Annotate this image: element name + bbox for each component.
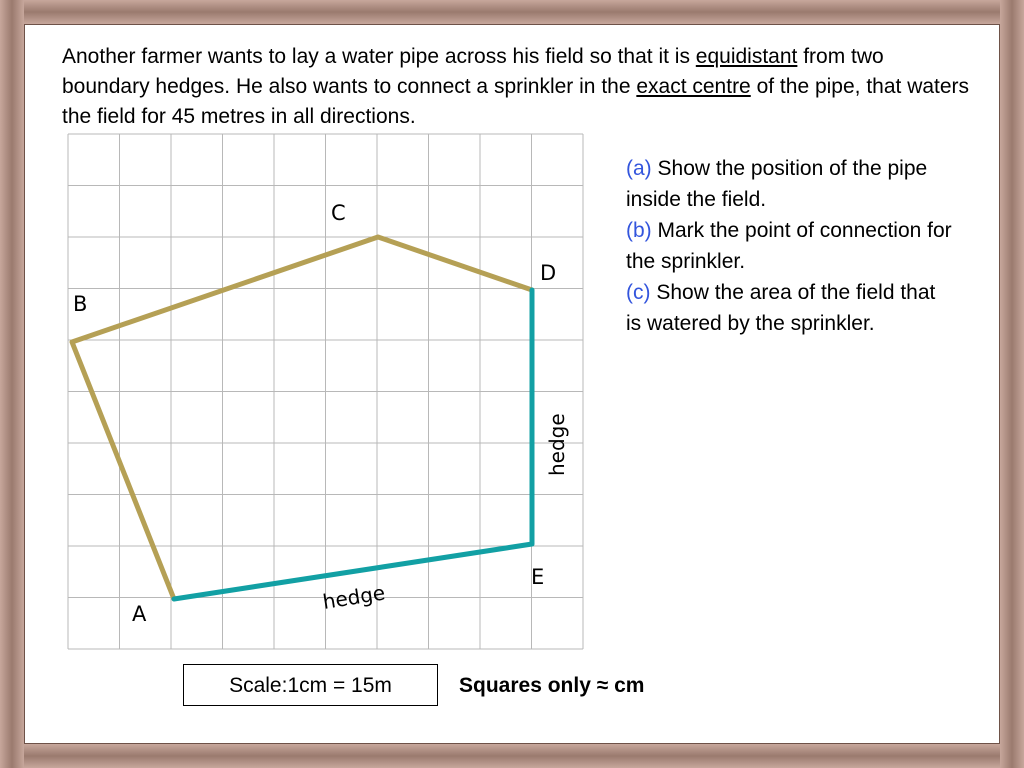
task-a-label: (a): [626, 157, 652, 180]
intro-underlined-2: exact centre: [636, 75, 751, 98]
scale-box: Scale:1cm = 15m: [183, 664, 438, 706]
field-boundary-edge: [72, 237, 532, 599]
point-label-a: A: [132, 602, 147, 626]
point-label-b: B: [73, 292, 88, 316]
hedge-edge: [174, 290, 532, 599]
task-c-label: (c): [626, 281, 651, 304]
task-b-label: (b): [626, 219, 652, 242]
point-label-d: D: [540, 261, 557, 285]
hedge-label-bottom: hedge: [321, 580, 387, 614]
hedge-label-right: hedge: [545, 413, 569, 476]
task-c-text: Show the area of the field that is watered by the sprinkler.: [626, 281, 936, 335]
intro-underlined-1: equidistant: [695, 45, 798, 68]
intro-text-1: Another farmer wants to lay a water pipe across his field so that it is: [62, 45, 696, 68]
task-a-text: Show the position of the pipe inside the field.: [626, 157, 928, 211]
squares-note: Squares only ≈ cm: [459, 674, 645, 697]
point-label-e: E: [531, 565, 545, 589]
intro-text-3: of the pipe, that waters the field for 45 metres in all directions.: [62, 75, 970, 128]
point-label-c: C: [331, 201, 346, 225]
intro-text-2: from two boundary hedges. He also wants to connect a sprinkler in the: [62, 45, 884, 98]
task-b-text: Mark the point of connection for the sprinkler.: [626, 219, 952, 273]
grid: [68, 134, 583, 649]
